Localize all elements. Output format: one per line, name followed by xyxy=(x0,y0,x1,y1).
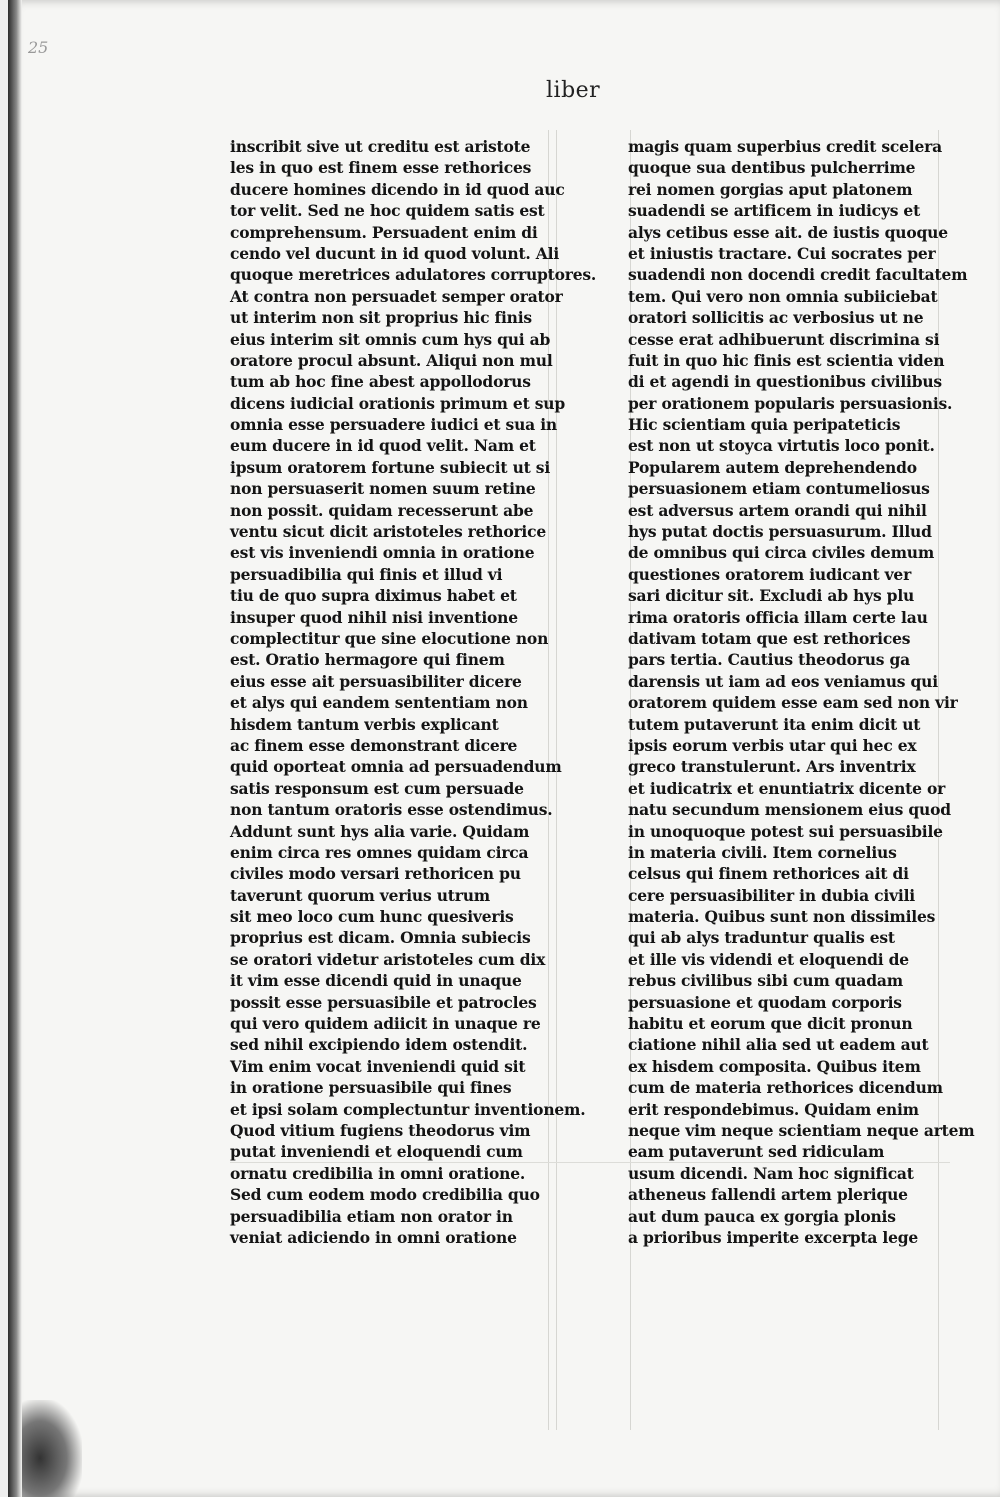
text-line: Popularem autem deprehendendo xyxy=(628,457,917,477)
text-line: hisdem tantum verbis explicant xyxy=(230,714,499,734)
text-line: in unoquoque potest sui persuasibile xyxy=(628,821,943,841)
text-line: suadendi non docendi credit facultatem xyxy=(628,265,968,285)
text-line: ex hisdem composita. Quibus item xyxy=(628,1056,921,1076)
binding-gutter xyxy=(8,0,22,1497)
text-line: et iniustis tractare. Cui socrates per xyxy=(628,243,936,263)
text-line: tor velit. Sed ne hoc quidem satis est xyxy=(230,201,545,221)
text-line: darensis ut iam ad eos veniamus qui xyxy=(628,671,938,691)
running-head: liber xyxy=(546,78,601,103)
text-line: magis quam superbius credit scelera xyxy=(628,137,942,156)
text-line: se oratori videtur aristoteles cum dix xyxy=(230,949,546,969)
text-line: ut interim non sit proprius hic finis xyxy=(230,308,532,328)
text-line: oratorem quidem esse eam sed non vir xyxy=(628,693,958,713)
text-line: tem. Qui vero non omnia subiiciebat xyxy=(628,286,938,306)
text-column-left xyxy=(230,136,597,1248)
text-line: est vis inveniendi omnia in oratione xyxy=(230,543,535,563)
text-line: Hic scientiam quia peripateticis xyxy=(628,415,901,435)
text-line: di et agendi in questionibus civilibus xyxy=(628,372,942,392)
text-line: oratore procul absunt. Aliqui non mul xyxy=(230,350,553,370)
text-line: sari dicitur sit. Excludi ab hys plu xyxy=(628,586,915,606)
text-line: in materia civili. Item cornelius xyxy=(628,842,897,862)
manuscript-page xyxy=(8,0,1000,1497)
text-line: omnia esse persuadere iudici et sua in xyxy=(230,415,557,435)
text-line: est adversus artem orandi qui nihil xyxy=(628,500,927,520)
text-line: taverunt quorum verius utrum xyxy=(230,885,490,905)
text-line: eius esse ait persuasibiliter dicere xyxy=(230,671,522,691)
text-line: ac finem esse demonstrant dicere xyxy=(230,735,518,755)
text-line: tiu de quo supra diximus habet et xyxy=(230,586,517,606)
text-line: ornatu credibilia in omni oratione. xyxy=(230,1163,526,1183)
text-line: alys cetibus esse ait. de iustis quoque xyxy=(628,222,948,242)
text-line: comprehensum. Persuadent enim di xyxy=(230,222,538,242)
text-column-right xyxy=(628,136,975,1248)
text-line: rei nomen gorgias aput platonem xyxy=(628,179,913,199)
text-line: a prioribus imperite excerpta lege xyxy=(628,1227,919,1247)
text-line: qui ab alys traduntur qualis est xyxy=(628,928,895,948)
text-line: Vim enim vocat inveniendi quid sit xyxy=(230,1056,526,1076)
text-line: Sed cum eodem modo credibilia quo xyxy=(230,1185,540,1205)
text-line: celsus qui finem rethorices ait di xyxy=(628,864,909,884)
text-line: materia. Quibus sunt non dissimiles xyxy=(628,907,936,927)
text-line: quoque meretrices adulatores corruptores. xyxy=(230,265,597,285)
text-line: natu secundum mensionem eius quod xyxy=(628,800,951,820)
text-line: quoque sua dentibus pulcherrime xyxy=(628,158,916,178)
text-line: cendo vel ducunt in id quod volunt. Ali xyxy=(230,243,560,263)
text-line: it vim esse dicendi quid in unaque xyxy=(230,971,522,991)
text-line: habitu et eorum que dicit pronun xyxy=(628,1014,913,1034)
text-line: suadendi se artificem in iudicys et xyxy=(628,201,921,221)
text-line: neque vim neque scientiam neque artem xyxy=(628,1120,975,1140)
text-line: ducere homines dicendo in id quod auc xyxy=(230,179,565,199)
text-line: non possit. quidam recesserunt abe xyxy=(230,500,534,520)
text-line: in oratione persuasibile qui fines xyxy=(230,1078,512,1098)
text-line: possit esse persuasibile et patrocles xyxy=(230,992,537,1012)
text-line: ipsis eorum verbis utar qui hec ex xyxy=(628,735,917,755)
text-line: enim circa res omnes quidam circa xyxy=(230,842,529,862)
text-line: eum ducere in id quod velit. Nam et xyxy=(230,436,536,456)
text-line: cere persuasibiliter in dubia civili xyxy=(628,885,915,905)
text-line: et ille vis videndi et eloquendi de xyxy=(628,949,909,969)
page-edge-shadow xyxy=(22,1400,82,1497)
text-line: proprius est dicam. Omnia subiecis xyxy=(230,928,531,948)
text-line: usum dicendi. Nam hoc significat xyxy=(628,1163,914,1183)
text-line: ipsum oratorem fortune subiecit ut si xyxy=(230,457,551,477)
text-line: pars tertia. Cautius theodorus ga xyxy=(628,650,910,670)
text-line: veniat adiciendo in omni oratione xyxy=(230,1227,517,1247)
text-line: dativam totam que est rethorices xyxy=(628,628,911,648)
text-line: les in quo est finem esse rethorices xyxy=(230,158,532,178)
text-line: est. Oratio hermagore qui finem xyxy=(230,650,505,670)
text-line: eam putaverunt sed ridiculam xyxy=(628,1142,885,1162)
text-line: qui vero quidem adiicit in unaque re xyxy=(230,1014,541,1034)
text-line: persuadibilia etiam non orator in xyxy=(230,1206,513,1226)
text-line: cesse erat adhibuerunt discrimina si xyxy=(628,329,940,349)
text-line: aut dum pauca ex gorgia plonis xyxy=(628,1206,896,1226)
text-line: oratori sollicitis ac verbosius ut ne xyxy=(628,308,924,328)
text-line: greco transtulerunt. Ars inventrix xyxy=(628,757,916,777)
text-line: putat inveniendi et eloquendi cum xyxy=(230,1142,523,1162)
text-line: non persuaserit nomen suum retine xyxy=(230,479,536,499)
text-line: tum ab hoc fine abest appollodorus xyxy=(230,372,531,392)
text-line: At contra non persuadet semper orator xyxy=(230,286,563,306)
text-line: persuasione et quodam corporis xyxy=(628,992,902,1012)
text-line: inscribit sive ut creditu est aristote xyxy=(230,137,531,156)
text-line: et iudicatrix et enuntiatrix dicente or xyxy=(628,778,946,798)
text-line: satis responsum est cum persuade xyxy=(230,778,524,798)
text-line: sit meo loco cum hunc quesiveris xyxy=(230,907,514,927)
text-line: hys putat doctis persuasurum. Illud xyxy=(628,522,932,542)
text-line: Quod vitium fugiens theodorus vim xyxy=(230,1120,531,1140)
text-line: sed nihil excipiendo idem ostendit. xyxy=(230,1035,528,1055)
text-line: est non ut stoyca virtutis loco ponit. xyxy=(628,436,935,456)
text-line: et alys qui eandem sententiam non xyxy=(230,693,528,713)
text-line: eius interim sit omnis cum hys qui ab xyxy=(230,329,551,349)
text-line: erit respondebimus. Quidam enim xyxy=(628,1099,919,1119)
text-line: per orationem popularis persuasionis. xyxy=(628,393,953,413)
text-line: ventu sicut dicit aristoteles rethorice xyxy=(230,522,547,542)
text-line: cum de materia rethorices dicendum xyxy=(628,1078,943,1098)
text-line: rima oratoris officia illam certe lau xyxy=(628,607,928,627)
text-line: rebus civilibus sibi cum quadam xyxy=(628,971,903,991)
text-line: civiles modo versari rethoricen pu xyxy=(230,864,521,884)
text-line: non tantum oratoris esse ostendimus. xyxy=(230,800,553,820)
text-line: questiones oratorem iudicant ver xyxy=(628,564,912,584)
text-line: tutem putaverunt ita enim dicit ut xyxy=(628,714,921,734)
text-line: et ipsi solam complectuntur inventionem. xyxy=(230,1099,586,1119)
text-line: atheneus fallendi artem plerique xyxy=(628,1185,908,1205)
text-line: fuit in quo hic finis est scientia viden xyxy=(628,350,945,370)
text-line: dicens iudicial orationis primum et sup xyxy=(230,393,565,413)
text-line: de omnibus qui circa civiles demum xyxy=(628,543,935,563)
text-line: complectitur que sine elocutione non xyxy=(230,628,549,648)
text-line: Addunt sunt hys alia varie. Quidam xyxy=(230,821,530,841)
text-line: ciatione nihil alia sed ut eadem aut xyxy=(628,1035,929,1055)
text-line: persuasionem etiam contumeliosus xyxy=(628,479,930,499)
text-line: persuadibilia qui finis et illud vi xyxy=(230,564,503,584)
text-line: insuper quod nihil nisi inventione xyxy=(230,607,518,627)
folio-mark: 25 xyxy=(28,38,49,57)
text-line: quid oporteat omnia ad persuadendum xyxy=(230,757,562,777)
